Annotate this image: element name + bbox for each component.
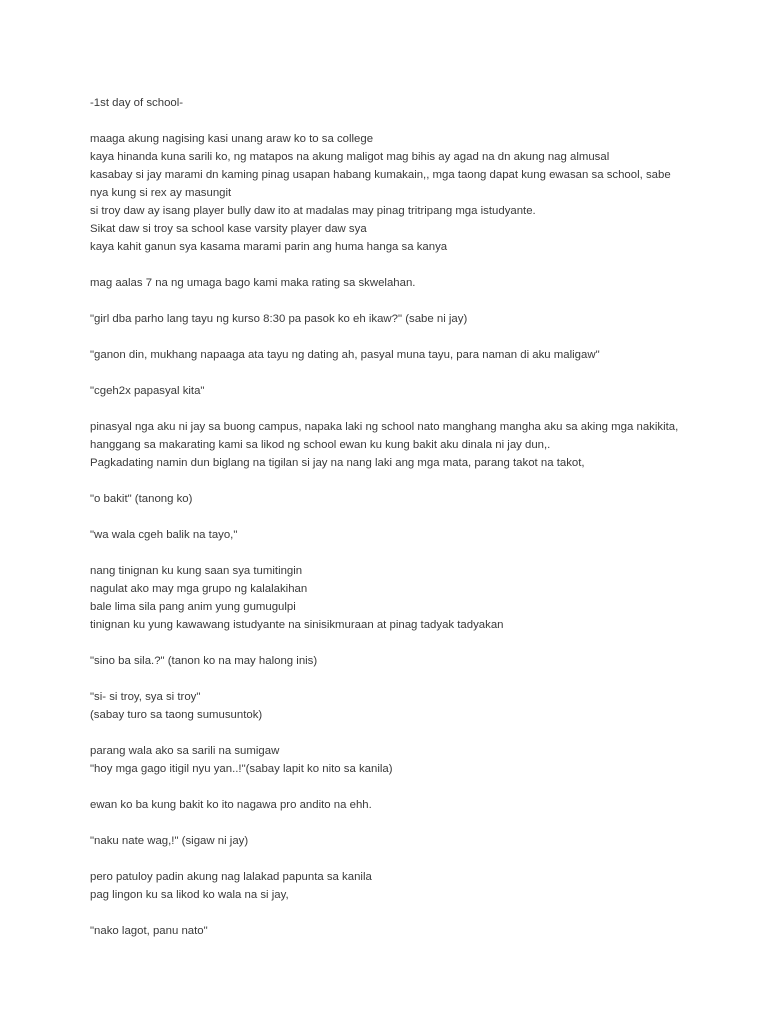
paragraph-line: si troy daw ay isang player bully daw ito at madalas may pinag tritripang mga istudyante.: [90, 205, 536, 217]
paragraph-gap: [90, 256, 730, 274]
paragraph-line: "cgeh2x papasyal kita": [90, 385, 205, 397]
paragraph-line: mag aalas 7 na ng umaga bago kami maka rating sa skwelahan.: [90, 277, 416, 289]
paragraph-line: "o bakit" (tanong ko): [90, 493, 193, 505]
paragraph-line: ewan ko ba kung bakit ko ito nagawa pro andito na ehh.: [90, 799, 372, 811]
paragraph-line: "nako lagot, panu nato": [90, 925, 208, 937]
paragraph-gap: [90, 364, 730, 382]
paragraph-line: Sikat daw si troy sa school kase varsity player daw sya: [90, 223, 367, 235]
paragraph-gap: [90, 292, 730, 310]
paragraph-line: bale lima sila pang anim yung gumugulpi: [90, 601, 296, 613]
paragraph-gap: [90, 778, 730, 796]
paragraph-line: kaya hinanda kuna sarili ko, ng matapos na akung maligot mag bihis ay agad na dn akung nag almusal: [90, 151, 610, 163]
paragraph-gap: [90, 328, 730, 346]
paragraph-gap: [90, 670, 730, 688]
paragraph-line: hanggang sa makarating kami sa likod ng school ewan ku kung bakit aku dinala ni jay dun,.: [90, 439, 551, 451]
paragraph-line: pinasyal nga aku ni jay sa buong campus, napaka laki ng school nato manghang mangha aku sa aking mga nakikita,: [90, 421, 679, 433]
paragraph-gap: [90, 112, 730, 130]
paragraph-gap: [90, 724, 730, 742]
paragraph-line: "wa wala cgeh balik na tayo,": [90, 529, 238, 541]
paragraph-gap: [90, 904, 730, 922]
paragraph-line: "naku nate wag,!" (sigaw ni jay): [90, 835, 249, 847]
paragraph-line: (sabay turo sa taong sumusuntok): [90, 709, 263, 721]
document-heading: -1st day of school-: [90, 97, 184, 109]
paragraph-gap: [90, 544, 730, 562]
paragraph-line: "sino ba sila.?" (tanon ko na may halong inis): [90, 655, 318, 667]
paragraph-line: maaga akung nagising kasi unang araw ko to sa college: [90, 133, 374, 145]
paragraph-gap: [90, 634, 730, 652]
paragraph-line: "si- si troy, sya si troy": [90, 691, 201, 703]
paragraph-line: pag lingon ku sa likod ko wala na si jay,: [90, 889, 289, 901]
paragraph-line: "hoy mga gago itigil nyu yan..!"(sabay lapit ko nito sa kanila): [90, 763, 393, 775]
paragraph-line: parang wala ako sa sarili na sumigaw: [90, 745, 280, 757]
paragraph-gap: [90, 508, 730, 526]
document-body: [90, 94, 730, 940]
paragraph-line: nagulat ako may mga grupo ng kalalakihan: [90, 583, 308, 595]
paragraph-gap: [90, 850, 730, 868]
paragraph-line: nya kung si rex ay masungit: [90, 187, 232, 199]
paragraph-gap: [90, 400, 730, 418]
paragraph-line: tinignan ku yung kawawang istudyante na sinisikmuraan at pinag tadyak tadyakan: [90, 619, 504, 631]
paragraph-line: "girl dba parho lang tayu ng kurso 8:30 pa pasok ko eh ikaw?" (sabe ni jay): [90, 313, 468, 325]
paragraph-line: pero patuloy padin akung nag lalakad papunta sa kanila: [90, 871, 372, 883]
paragraph-gap: [90, 814, 730, 832]
paragraph-line: "ganon din, mukhang napaaga ata tayu ng dating ah, pasyal muna tayu, para naman di aku maligaw": [90, 349, 600, 361]
paragraph-line: nang tinignan ku kung saan sya tumitingin: [90, 565, 303, 577]
paragraph-line: Pagkadating namin dun biglang na tigilan si jay na nang laki ang mga mata, parang takot na takot,: [90, 457, 585, 469]
paragraph-gap: [90, 472, 730, 490]
paragraph-line: kaya kahit ganun sya kasama marami parin ang huma hanga sa kanya: [90, 241, 448, 253]
paragraph-line: kasabay si jay marami dn kaming pinag usapan habang kumakain,, mga taong dapat kung ewasan sa school, sabe: [90, 169, 671, 181]
